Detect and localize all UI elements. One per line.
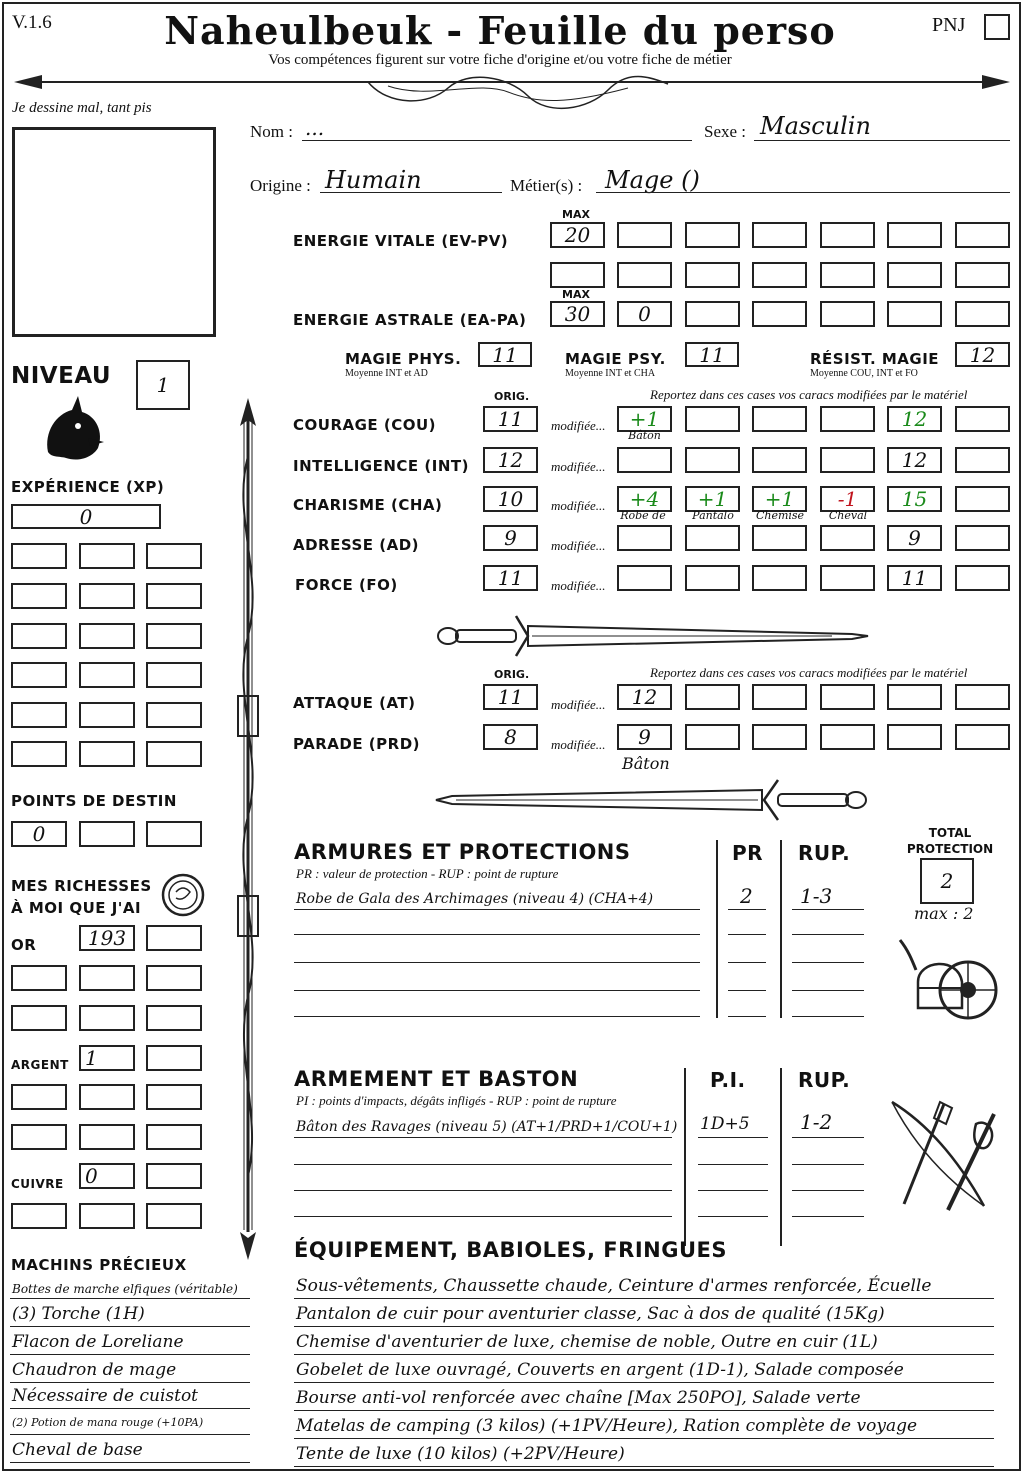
cou-modifie-label: modifiée... (551, 418, 606, 433)
resist-magie-value: 12 (969, 342, 996, 367)
sexe-label: Sexe : (704, 122, 747, 141)
at-mod-box[interactable] (887, 684, 942, 710)
combat-report-note: Reportez dans ces cases vos caracs modifiées par le matériel (650, 665, 968, 680)
ev-box[interactable] (752, 262, 807, 288)
cuivre-box[interactable] (11, 1203, 67, 1229)
equipement-item[interactable]: Sous-vêtements, Chaussette chaude, Ceinture d'armes renforcée, Écuelle (296, 1276, 932, 1296)
ea-box[interactable] (617, 301, 672, 327)
cha-mod2-source: Pantalo (692, 509, 734, 522)
armure-item-pr[interactable]: 2 (740, 884, 753, 908)
armure-rup-line (792, 1016, 864, 1017)
cha-modifie-label: modifiée... (551, 498, 606, 513)
ev-box[interactable] (955, 222, 1010, 248)
armure-item-name[interactable]: Robe de Gala des Archimages (niveau 4) (CHA+4) (296, 891, 654, 907)
arme-line (294, 1164, 672, 1165)
magie-psy-box[interactable] (685, 342, 739, 367)
cou-mod1-value: +1 (629, 407, 660, 431)
arme-rup-line (792, 1164, 864, 1165)
machin-item[interactable]: (2) Potion de mana rouge (+10PA) (12, 1416, 204, 1429)
fo-final-box[interactable] (887, 565, 942, 591)
cuivre-label: CUIVRE (11, 1177, 64, 1191)
prd-mod-box[interactable] (820, 724, 875, 750)
cuivre-box[interactable] (146, 1203, 202, 1229)
arme-rup-line (792, 1216, 864, 1217)
portrait-caption: Je dessine mal, tant pis (12, 100, 152, 116)
fo-orig-value: 11 (497, 566, 524, 590)
cuivre-box[interactable] (146, 1163, 202, 1189)
armement-note: PI : points d'impacts, dégâts infligés - RUP : point de rupture (296, 1093, 617, 1108)
helmet-shield-icon (888, 930, 998, 1032)
equipement-line (294, 1410, 994, 1411)
machin-item[interactable]: (3) Torche (1H) (12, 1304, 145, 1324)
ev-box[interactable] (617, 262, 672, 288)
ea-max-value: 30 (564, 302, 591, 326)
equipement-line (294, 1466, 994, 1467)
cha-mod1-source: Robe de (620, 509, 666, 522)
cou-orig-value: 11 (497, 407, 524, 431)
magie-phys-hint: Moyenne INT et AD (345, 368, 428, 379)
equipement-item[interactable]: Chemise d'aventurier de luxe, chemise de noble, Outre en cuir (1L) (296, 1332, 878, 1352)
portrait-frame[interactable] (12, 127, 216, 337)
total-protection-box[interactable] (920, 858, 974, 904)
ad-mod-box[interactable] (955, 525, 1010, 551)
int-mod-box[interactable] (752, 447, 807, 473)
ad-modifie-label: modifiée... (551, 538, 606, 553)
total-protection-label-2: PROTECTION (906, 842, 994, 856)
ev-box[interactable] (752, 222, 807, 248)
cha-mod-box[interactable] (955, 486, 1010, 512)
dragon-icon (38, 392, 108, 464)
armure-pr-line (728, 934, 766, 935)
ev-box[interactable] (617, 222, 672, 248)
or-box[interactable] (146, 925, 202, 951)
argent-box[interactable] (146, 1124, 202, 1150)
sexe-line (754, 140, 1010, 141)
equipement-item[interactable]: Tente de luxe (10 kilos) (+2PV/Heure) (296, 1444, 625, 1464)
int-final-box[interactable] (887, 447, 942, 473)
ea-max-label: MAX (562, 288, 590, 301)
ev-label: ENERGIE VITALE (EV-PV) (293, 232, 509, 250)
armement-divider (780, 1068, 782, 1246)
machin-item[interactable]: Bottes de marche elfiques (véritable) (12, 1282, 238, 1296)
destin-box[interactable] (146, 821, 202, 847)
fo-mod-box[interactable] (617, 565, 672, 591)
armures-note: PR : valeur de protection - RUP : point de rupture (296, 866, 559, 881)
ad-mod-box[interactable] (820, 525, 875, 551)
arme-item-rup[interactable]: 1-2 (800, 1110, 833, 1134)
prd-mod-source: Bâton (622, 754, 670, 773)
pnj-checkbox[interactable] (984, 14, 1010, 40)
cha-orig-value: 10 (497, 487, 524, 511)
version-label: V.1.6 (12, 12, 52, 33)
ev-max-box[interactable] (550, 222, 605, 248)
prd-modifie-label: modifiée... (551, 737, 606, 752)
arme-pi-line (698, 1190, 768, 1191)
destin-value: 0 (32, 822, 46, 846)
equipement-item[interactable]: Bourse anti-vol renforcée avec chaîne [Max 250PO], Salade verte (296, 1388, 861, 1408)
armement-divider (684, 1068, 686, 1246)
or-box[interactable] (79, 1005, 135, 1031)
ad-mod-box[interactable] (617, 525, 672, 551)
armure-line (294, 990, 700, 991)
prd-orig-box[interactable] (483, 724, 538, 750)
armement-title: ARMEMENT ET BASTON (294, 1067, 579, 1091)
or-box[interactable] (146, 1005, 202, 1031)
pnj-label: PNJ (932, 14, 966, 36)
xp-box[interactable] (79, 543, 135, 569)
at-mod-box[interactable] (955, 684, 1010, 710)
spear-illustration (226, 396, 270, 1262)
magie-phys-value: 11 (492, 342, 518, 367)
arme-rup-line (792, 1137, 864, 1138)
prd-mod-box[interactable] (617, 724, 672, 750)
xp-box[interactable] (146, 741, 202, 767)
ad-mod-box[interactable] (685, 525, 740, 551)
cha-mod3-value: +1 (764, 487, 795, 511)
arme-pi-line (698, 1137, 768, 1138)
ea-box[interactable] (685, 301, 740, 327)
cha-mod2-value: +1 (697, 487, 728, 511)
at-orig-box[interactable] (483, 684, 538, 710)
combat-orig-label: ORIG. (494, 668, 530, 681)
origine-label: Origine : (250, 176, 311, 195)
page-subtitle: Vos compétences figurent sur votre fiche d'origine et/ou votre fiche de métier (268, 52, 732, 68)
xp-box[interactable] (79, 583, 135, 609)
weapons-icon (884, 1094, 1000, 1216)
machin-item[interactable]: Chaudron de mage (12, 1360, 177, 1380)
at-mod-box[interactable] (820, 684, 875, 710)
caracs-orig-label: ORIG. (494, 390, 530, 403)
cha-label: CHARISME (CHA) (293, 496, 443, 514)
int-label: INTELLIGENCE (INT) (293, 457, 469, 475)
armure-pr-line (728, 909, 766, 910)
richesses-label-2: À MOI QUE J'AI (11, 899, 142, 917)
or-value: 193 (87, 926, 127, 950)
xp-box[interactable] (11, 504, 161, 529)
xp-box[interactable] (79, 741, 135, 767)
origine-line (320, 192, 502, 193)
cou-final-box[interactable] (887, 406, 942, 432)
xp-box[interactable] (11, 583, 67, 609)
ea-max-box[interactable] (550, 301, 605, 327)
total-protection-value: 2 (940, 869, 954, 893)
xp-box[interactable] (146, 623, 202, 649)
xp-box[interactable] (11, 702, 67, 728)
argent-box[interactable] (146, 1084, 202, 1110)
metier-line (596, 192, 1010, 193)
arme-line (294, 1190, 672, 1191)
resist-magie-box[interactable] (955, 342, 1010, 367)
armure-pr-line (728, 962, 766, 963)
ad-final-box[interactable] (887, 525, 942, 551)
ad-label: ADRESSE (AD) (293, 536, 420, 554)
resist-magie-hint: Moyenne COU, INT et FO (810, 368, 918, 379)
ea-current-value: 0 (638, 302, 651, 326)
machin-line (10, 1298, 250, 1299)
fo-final-value: 11 (901, 566, 928, 590)
destin-label: POINTS DE DESTIN (11, 792, 177, 810)
equipement-title: ÉQUIPEMENT, BABIOLES, FRINGUES (294, 1238, 727, 1262)
arme-item-name[interactable]: Bâton des Ravages (niveau 5) (AT+1/PRD+1/COU+1) (296, 1119, 678, 1135)
armure-rup-line (792, 909, 864, 910)
magie-psy-value: 11 (699, 342, 725, 367)
argent-box[interactable] (79, 1084, 135, 1110)
sword-illustration (432, 778, 872, 824)
armures-divider (716, 840, 718, 1018)
cuivre-value: 0 (85, 1164, 98, 1188)
nom-value[interactable]: ... (305, 116, 325, 140)
ad-mod-box[interactable] (752, 525, 807, 551)
argent-value: 1 (85, 1046, 98, 1070)
cou-mod-box[interactable] (752, 406, 807, 432)
at-mod-box[interactable] (617, 684, 672, 710)
equipement-item[interactable]: Pantalon de cuir pour aventurier classe, Sac à dos de qualité (15Kg) (296, 1304, 885, 1324)
ea-label: ENERGIE ASTRALE (EA-PA) (293, 311, 527, 329)
ea-box[interactable] (955, 301, 1010, 327)
nom-line (302, 140, 692, 141)
or-box[interactable] (146, 965, 202, 991)
prd-mod-box[interactable] (685, 724, 740, 750)
cou-mod1-source: Bâton (628, 429, 661, 442)
int-final-value: 12 (901, 448, 928, 472)
machin-line (10, 1326, 250, 1327)
cha-orig-box[interactable] (483, 486, 538, 512)
armures-pr-header: PR (732, 841, 764, 865)
cou-orig-box[interactable] (483, 406, 538, 432)
ev-max-value: 20 (564, 223, 591, 247)
int-modifie-label: modifiée... (551, 459, 606, 474)
argent-label: ARGENT (11, 1058, 69, 1072)
equipement-line (294, 1326, 994, 1327)
armure-line (294, 1016, 700, 1017)
xp-box[interactable] (146, 702, 202, 728)
machin-line (10, 1434, 250, 1435)
at-label: ATTAQUE (AT) (293, 694, 416, 712)
fo-mod-box[interactable] (685, 565, 740, 591)
machin-line (10, 1408, 250, 1409)
prd-orig-value: 8 (504, 725, 517, 749)
xp-box[interactable] (146, 583, 202, 609)
xp-box[interactable] (146, 662, 202, 688)
sexe-value[interactable]: Masculin (760, 112, 871, 140)
ea-box[interactable] (820, 301, 875, 327)
equipement-line (294, 1354, 994, 1355)
armure-pr-line (728, 990, 766, 991)
spear-banner-ornament (8, 66, 1016, 110)
armures-title: ARMURES ET PROTECTIONS (294, 840, 631, 864)
arme-item-pi[interactable]: 1D+5 (700, 1114, 750, 1134)
destin-box[interactable] (79, 821, 135, 847)
ad-orig-value: 9 (504, 526, 517, 550)
argent-box[interactable] (146, 1045, 202, 1071)
machin-line (10, 1462, 250, 1463)
machin-line (10, 1354, 250, 1355)
niveau-label: NIVEAU (11, 363, 112, 389)
xp-box[interactable] (79, 702, 135, 728)
cou-final-value: 12 (901, 407, 928, 431)
equipement-item[interactable]: Matelas de camping (3 kilos) (+1PV/Heure), Ration complète de voyage (296, 1416, 918, 1436)
armement-pi-header: P.I. (710, 1068, 746, 1092)
destin-box[interactable] (11, 821, 67, 847)
arme-line (294, 1216, 672, 1217)
ad-orig-box[interactable] (483, 525, 538, 551)
xp-box[interactable] (11, 662, 67, 688)
or-box[interactable] (79, 925, 135, 951)
int-mod-box[interactable] (685, 447, 740, 473)
magie-phys-box[interactable] (478, 342, 532, 367)
cuivre-box[interactable] (79, 1163, 135, 1189)
equipement-line (294, 1438, 994, 1439)
xp-box[interactable] (11, 543, 67, 569)
cha-mod3-source: Chemise (755, 509, 805, 522)
fo-mod-box[interactable] (752, 565, 807, 591)
richesses-label: MES RICHESSES (11, 877, 152, 895)
at-modifie-label: modifiée... (551, 697, 606, 712)
cou-mod-box[interactable] (685, 406, 740, 432)
magie-phys-label: MAGIE PHYS. (345, 350, 462, 368)
cha-final-box[interactable] (887, 486, 942, 512)
magie-psy-label: MAGIE PSY. (565, 350, 666, 368)
arme-pi-line (698, 1216, 768, 1217)
ev-box[interactable] (820, 222, 875, 248)
arme-rup-line (792, 1190, 864, 1191)
armure-rup-line (792, 990, 864, 991)
xp-label: EXPÉRIENCE (XP) (11, 478, 165, 496)
armure-line (294, 909, 700, 910)
fo-label: FORCE (FO) (295, 576, 398, 594)
resist-magie-label: RÉSIST. MAGIE (810, 350, 940, 368)
ev-box[interactable] (550, 262, 605, 288)
xp-box[interactable] (79, 662, 135, 688)
armures-rup-header: RUP. (798, 841, 851, 865)
or-box[interactable] (11, 1005, 67, 1031)
xp-box[interactable] (11, 623, 67, 649)
machin-item[interactable]: Cheval de base (12, 1440, 143, 1460)
nom-label: Nom : (250, 122, 293, 141)
arme-pi-line (698, 1164, 768, 1165)
prd-mod-box[interactable] (955, 724, 1010, 750)
ev-box[interactable] (685, 222, 740, 248)
cou-mod-box[interactable] (955, 406, 1010, 432)
xp-box[interactable] (79, 623, 135, 649)
metier-label: Métier(s) : (510, 176, 583, 195)
origine-value[interactable]: Humain (325, 166, 422, 194)
cha-mod1-value: +4 (629, 487, 660, 511)
arme-line (294, 1137, 672, 1138)
fo-modifie-label: modifiée... (551, 578, 606, 593)
ad-final-value: 9 (908, 526, 921, 550)
ev-box[interactable] (685, 262, 740, 288)
prd-mod-box[interactable] (887, 724, 942, 750)
equipement-line (294, 1382, 994, 1383)
int-orig-value: 12 (497, 448, 524, 472)
argent-box[interactable] (11, 1084, 67, 1110)
niveau-box[interactable] (136, 360, 190, 410)
magie-psy-hint: Moyenne INT et CHA (565, 368, 656, 379)
metier-value[interactable]: Mage () (605, 166, 700, 194)
ev-box[interactable] (820, 262, 875, 288)
niveau-value: 1 (156, 373, 170, 397)
armure-rup-line (792, 934, 864, 935)
machin-item[interactable]: Flacon de Loreliane (12, 1332, 184, 1352)
xp-box[interactable] (146, 543, 202, 569)
armure-pr-line (728, 1016, 766, 1017)
total-protection-label: TOTAL (928, 826, 972, 840)
int-mod-box[interactable] (955, 447, 1010, 473)
cha-final-value: 15 (901, 487, 928, 511)
at-mod-box[interactable] (752, 684, 807, 710)
cou-label: COURAGE (COU) (293, 416, 437, 434)
armure-item-rup[interactable]: 1-3 (800, 884, 833, 908)
machin-line (10, 1382, 250, 1383)
equipement-item[interactable]: Gobelet de luxe ouvragé, Couverts en argent (1D-1), Salade composée (296, 1360, 904, 1380)
ea-box[interactable] (752, 301, 807, 327)
armures-divider (780, 840, 782, 1018)
or-box[interactable] (79, 965, 135, 991)
caracs-report-note: Reportez dans ces cases vos caracs modifiées par le matériel (650, 387, 968, 402)
fo-mod-box[interactable] (955, 565, 1010, 591)
at-orig-value: 11 (497, 685, 524, 709)
armement-rup-header: RUP. (798, 1068, 851, 1092)
machins-title: MACHINS PRÉCIEUX (11, 1256, 187, 1274)
machin-item[interactable]: Nécessaire de cuistot (12, 1386, 199, 1406)
armure-line (294, 962, 700, 963)
int-mod-box[interactable] (617, 447, 672, 473)
ev-box[interactable] (887, 262, 942, 288)
cuivre-box[interactable] (79, 1203, 135, 1229)
int-mod-box[interactable] (820, 447, 875, 473)
prd-mod-box[interactable] (752, 724, 807, 750)
at-mod-value: 12 (631, 685, 658, 709)
xp-box[interactable] (11, 741, 67, 767)
fo-mod-box[interactable] (820, 565, 875, 591)
prd-mod-value: 9 (638, 725, 651, 749)
int-orig-box[interactable] (483, 447, 538, 473)
sword-illustration (432, 612, 872, 658)
fo-orig-box[interactable] (483, 565, 538, 591)
armure-rup-line (792, 962, 864, 963)
at-mod-box[interactable] (685, 684, 740, 710)
cou-mod-box[interactable] (820, 406, 875, 432)
cha-mod4-source: Cheval (828, 509, 868, 522)
armure-line (294, 934, 700, 935)
or-label: OR (11, 936, 37, 954)
ev-box[interactable] (955, 262, 1010, 288)
argent-box[interactable] (79, 1045, 135, 1071)
argent-box[interactable] (11, 1124, 67, 1150)
or-box[interactable] (11, 965, 67, 991)
equipement-line (294, 1298, 994, 1299)
total-protection-max: max : 2 (914, 904, 974, 923)
prd-label: PARADE (PRD) (293, 735, 421, 753)
ea-box[interactable] (887, 301, 942, 327)
page-title: Naheulbeuk - Feuille du perso (164, 8, 836, 53)
ev-max-label: MAX (562, 208, 590, 221)
xp-value: 0 (79, 504, 93, 529)
ev-box[interactable] (887, 222, 942, 248)
argent-box[interactable] (79, 1124, 135, 1150)
coin-icon (160, 872, 206, 918)
cha-mod4-value: -1 (837, 487, 858, 511)
